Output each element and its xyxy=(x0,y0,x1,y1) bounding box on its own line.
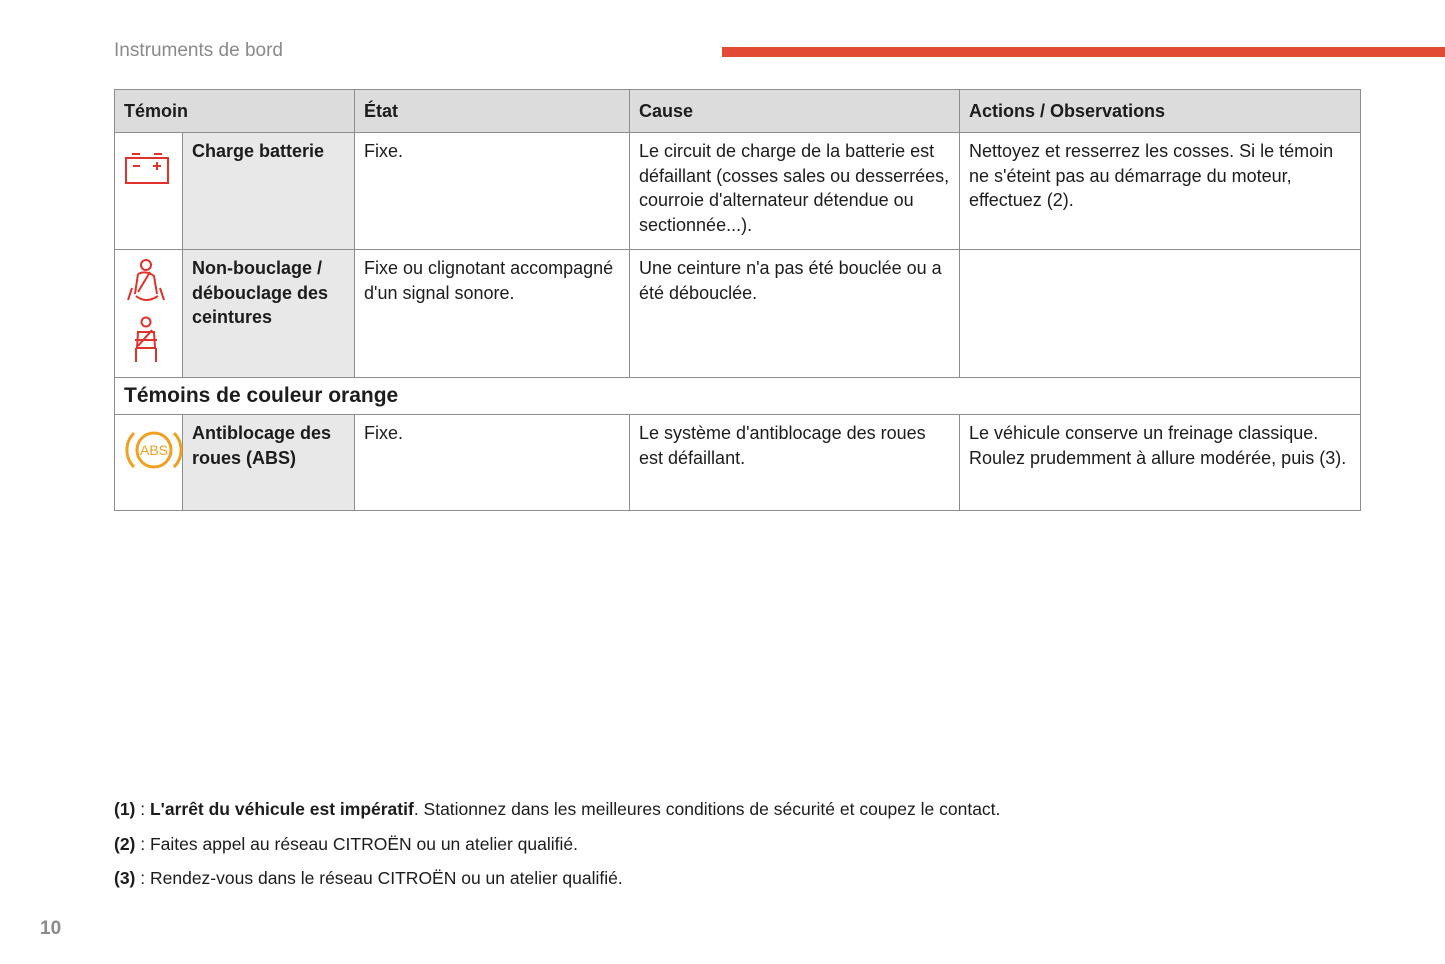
battery-warning-icon xyxy=(124,151,170,185)
footnote-ref: (2) xyxy=(114,833,136,854)
page-header-title: Instruments de bord xyxy=(114,40,283,61)
temoin-name: Charge batterie xyxy=(183,133,355,250)
footnote-1 xyxy=(114,797,1000,821)
page-number: 10 xyxy=(40,918,62,939)
etat-cell: Fixe ou clignotant accompagné d'un signal sonore. xyxy=(355,250,630,378)
seatbelt-warning-icon xyxy=(124,256,168,364)
table-row xyxy=(115,415,1361,511)
actions-cell: Le véhicule conserve un freinage classique. Roulez prudemment à allure modérée, puis (3). xyxy=(960,415,1361,511)
footnote-sep: : xyxy=(135,868,150,888)
table-row xyxy=(115,250,1361,378)
actions-cell xyxy=(960,250,1361,378)
footnote-2 xyxy=(114,832,1000,856)
cause-cell: Le circuit de charge de la batterie est défaillant (cosses sales ou desserrées, courroie d'alternateur détendue ou sectionnée...). xyxy=(630,133,960,250)
header-accent-bar xyxy=(722,47,1445,57)
cause-cell: Une ceinture n'a pas été bouclée ou a été débouclée. xyxy=(630,250,960,378)
header-temoin: Témoin xyxy=(115,90,355,133)
footnote-ref: (3) xyxy=(114,868,136,888)
footnotes xyxy=(114,797,1000,901)
section-title: Témoins de couleur orange xyxy=(115,377,1361,415)
footnote-text: Faites appel au réseau CITROËN ou un atelier qualifié. xyxy=(149,833,578,854)
header-cause: Cause xyxy=(630,90,960,133)
abs-icon-text: ABS xyxy=(139,442,169,458)
header-actions: Actions / Observations xyxy=(960,90,1361,133)
footnote-bold: L'arrêt du véhicule est impératif xyxy=(149,799,414,819)
footnote-sep: : xyxy=(135,833,150,854)
temoin-name: Antiblocage des roues (ABS) xyxy=(183,415,355,511)
footnote-text: Rendez-vous dans le réseau CITROËN ou un atelier qualifié. xyxy=(149,868,623,888)
footnote-3 xyxy=(114,866,1000,890)
table-row xyxy=(115,133,1361,250)
etat-cell: Fixe. xyxy=(355,415,630,511)
actions-cell: Nettoyez et resserrez les cosses. Si le témoin ne s'éteint pas au démarrage du moteur, effectuez (2). xyxy=(960,133,1361,250)
cause-cell: Le système d'antiblocage des roues est défaillant. xyxy=(630,415,960,511)
footnote-ref: (1) xyxy=(114,799,136,819)
section-row xyxy=(115,377,1361,415)
temoin-name: Non-bouclage / débouclage des ceintures xyxy=(183,250,355,378)
footnote-sep: : xyxy=(135,799,150,819)
icon-cell xyxy=(115,133,183,250)
etat-cell: Fixe. xyxy=(355,133,630,250)
icon-cell xyxy=(115,250,183,378)
header-etat: État xyxy=(355,90,630,133)
warning-lights-table xyxy=(114,89,1361,511)
icon-cell xyxy=(115,415,183,511)
abs-warning-icon xyxy=(124,427,184,473)
footnote-text: . Stationnez dans les meilleures conditions de sécurité et coupez le contact. xyxy=(413,799,1001,819)
table-header-row xyxy=(115,90,1361,133)
